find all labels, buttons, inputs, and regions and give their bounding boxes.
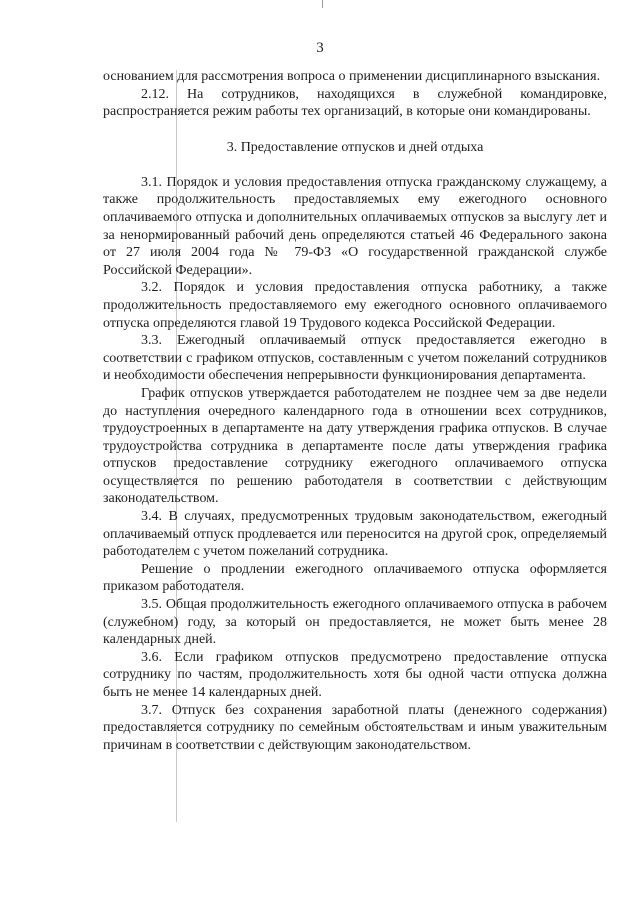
document-body [103,68,607,754]
paragraph-3-2: 3.2. Порядок и условия предоставления отпуска работнику, а также продолжительность предоставляемого ему ежегодного основного оплачиваемого отпуска определяются главой 19 Трудового кодекса Российской Федерации. [103,280,607,331]
paragraph-continuation: основанием для рассмотрения вопроса о применении дисциплинарного взыскания. [103,69,601,84]
paragraph-2-12: 2.12. На сотрудников, находящихся в служебной командировке, распространяется режим работы тех организаций, в которые они командированы. [103,86,607,120]
scan-mark [322,0,323,8]
paragraph-3-7: 3.7. Отпуск без сохранения заработной платы (денежного содержания) предоставляется сотруднику по семейным обстоятельствам и иным уважительным причинам в соответствии с действующим законодательством. [103,702,607,753]
page-number: 3 [316,40,324,56]
paragraph-3-5: 3.5. Общая продолжительность ежегодного оплачиваемого отпуска в рабочем (служебном) году, за который он предоставляется, не может быть менее 28 календарных дней. [103,597,607,648]
paragraph-3-3: 3.3. Ежегодный оплачиваемый отпуск предоставляется ежегодно в соответствии с графиком отпусков, составленным с учетом пожеланий сотрудников и необходимости обеспечения непрерывности функционирования департамента. [103,333,607,384]
section-title: 3. Предоставление отпусков и дней отдыха [226,139,484,155]
paragraph-3-6: 3.6. Если графиком отпусков предусмотрено предоставление отпуска сотруднику по частям, продолжительность хотя бы одной части отпуска должна быть не менее 14 календарных дней. [103,649,607,700]
paragraph-3-4: 3.4. В случаях, предусмотренных трудовым законодательством, ежегодный оплачиваемый отпуск продлевается или переносится на другой срок, определяемый работодателем с учетом пожеланий сотрудника. [103,509,607,560]
paragraph-extension-order: Решение о продлении ежегодного оплачиваемого отпуска оформляется приказом работодателя. [103,561,607,595]
paragraph-3-1: 3.1. Порядок и условия предоставления отпуска гражданскому служащему, а также продолжительность предоставляемых ему ежегодного основного оплачиваемого отпуска и дополнительных оплачиваемых отпусков за выслугу лет и за ненормированный рабочий день определяются статьей 46 Федерального закона от 27 июля 2004 года № 79-ФЗ «О государственной гражданской службе Российской Федерации». [103,174,607,278]
paragraph-vacation-schedule: График отпусков утверждается работодателем не позднее чем за две недели до наступления очередного календарного года в отношении всех сотрудников, трудоустроенных в департаменте на дату утверждения графика отпусков. В случае трудоустройства сотрудника в департаменте после даты утверждения графика отпусков предоставление сотруднику ежегодного оплачиваемого отпуска осуществляется по решению работодателя в соответствии с действующим законодательством. [103,385,607,507]
